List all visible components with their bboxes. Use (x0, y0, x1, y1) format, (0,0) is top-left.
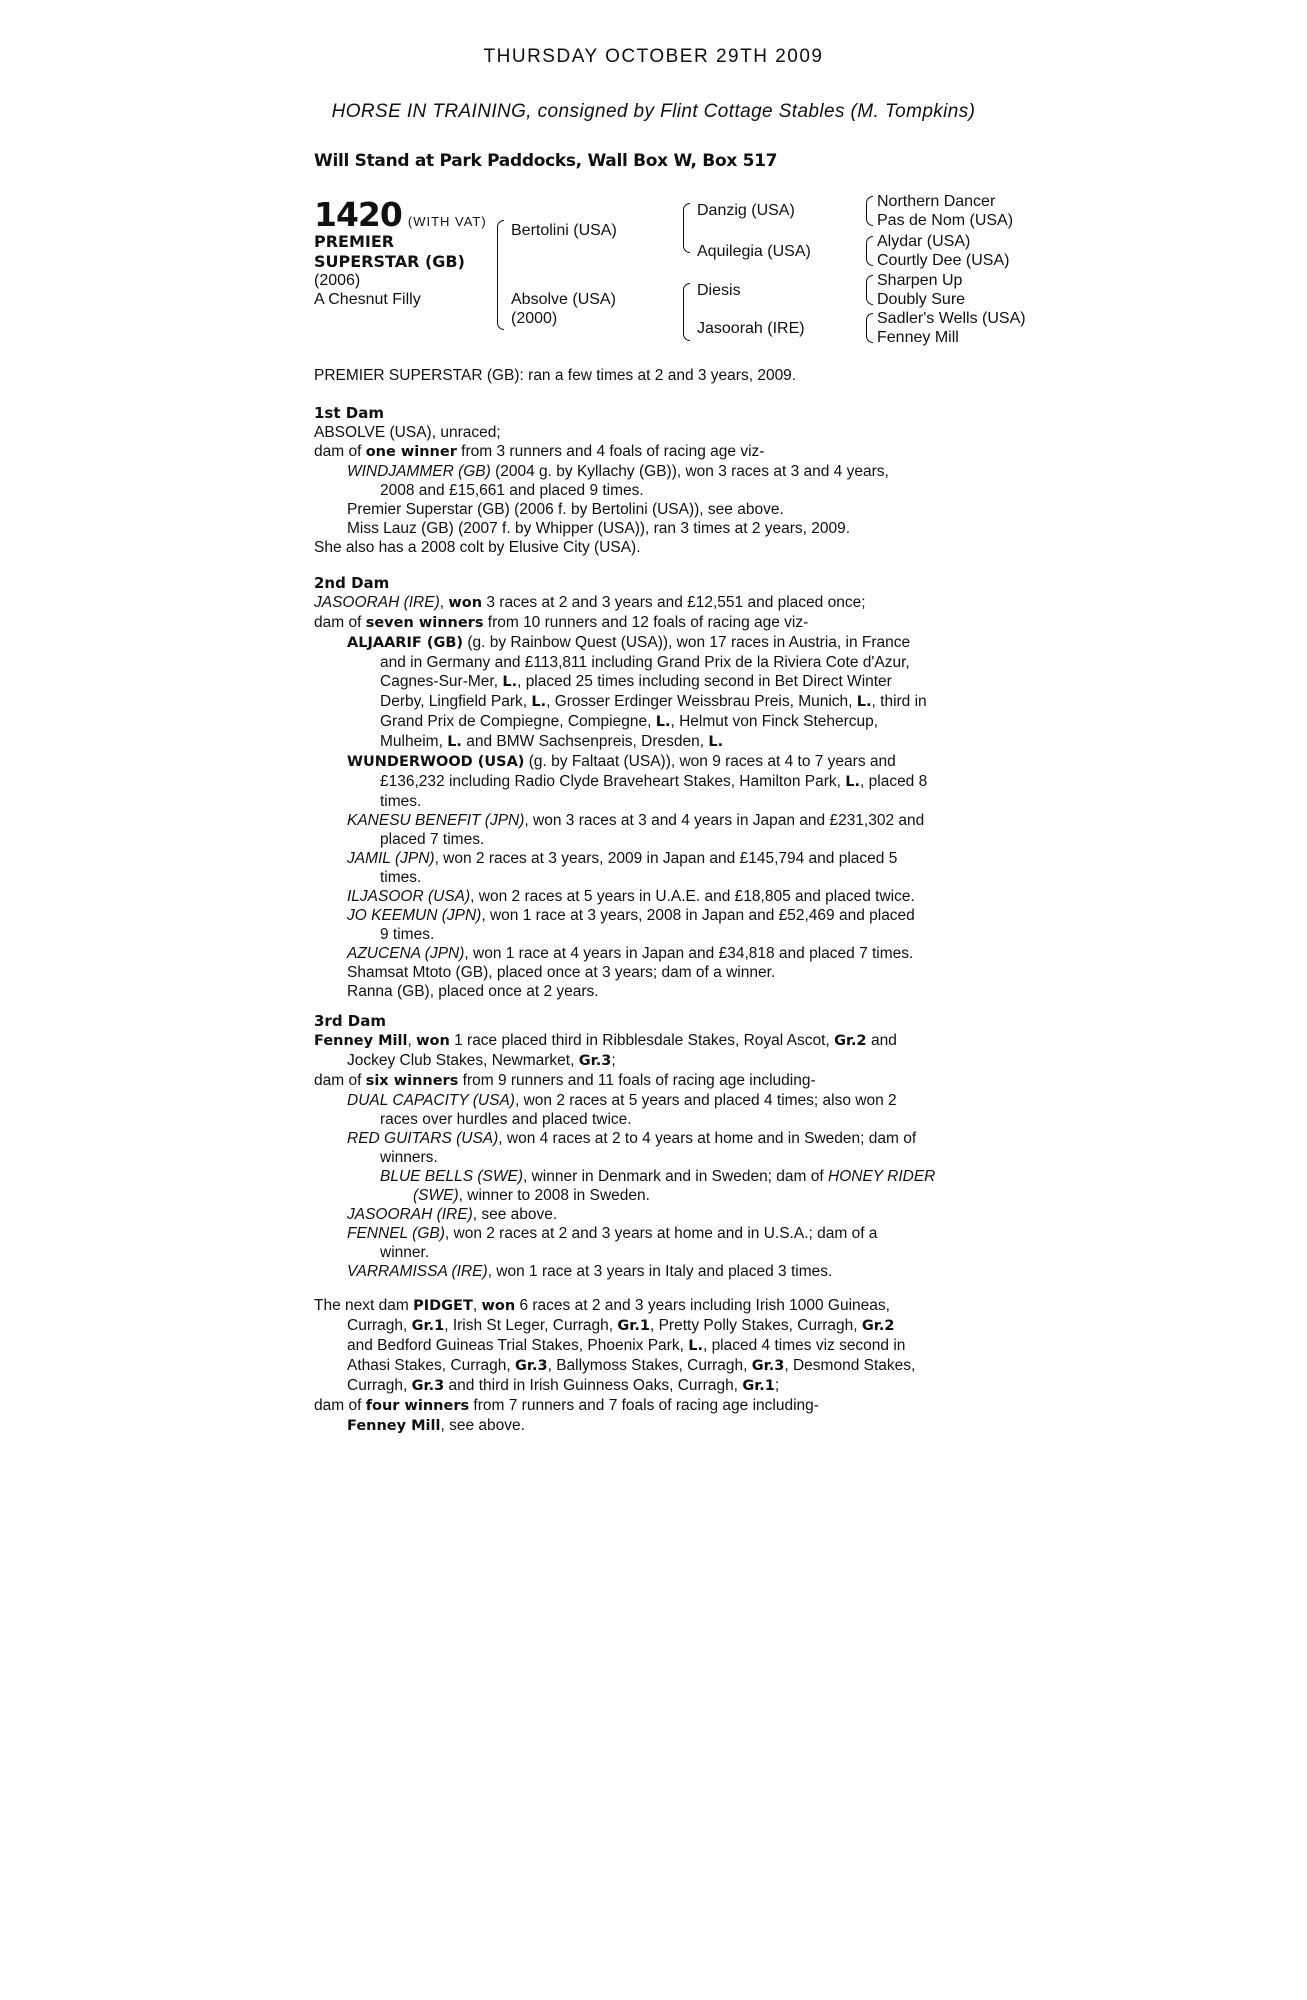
text-fragment: Derby, Lingfield Park, (380, 693, 532, 710)
pedigree-brace (866, 236, 873, 266)
text-line (314, 712, 994, 732)
section-title: 1st Dam (314, 404, 384, 422)
text-line (314, 442, 994, 462)
text-fragment: KANESU BENEFIT (JPN) (347, 812, 525, 829)
text-line: 2008 and £15,661 and placed 9 times. (380, 482, 644, 499)
text-fragment: dam of (314, 614, 366, 631)
text-fragment: BLUE BELLS (SWE) (380, 1168, 523, 1185)
text-fragment: WINDJAMMER (GB) (347, 463, 491, 480)
text-fragment: , see above. (472, 1206, 558, 1223)
text-fragment: , won 2 races at 2 and 3 years at home and in U.S.A.; dam of a (444, 1225, 878, 1242)
text-fragment: , Desmond Stakes, (784, 1357, 916, 1374)
text-fragment: dam of (314, 443, 366, 460)
text-fragment: Curragh, (347, 1317, 412, 1334)
produce-entry (314, 811, 994, 830)
produce-entry (314, 906, 994, 925)
text-fragment: L. (856, 694, 872, 710)
text-fragment: Gr.3 (411, 1378, 445, 1394)
text-fragment: , placed 25 times including second in Bet Direct Winter (517, 673, 892, 690)
text-fragment: L. (655, 714, 671, 730)
text-line (314, 1336, 994, 1356)
lot-number: 1420 (314, 195, 402, 234)
text-fragment: L. (688, 1338, 703, 1354)
text-line (314, 1186, 994, 1205)
text-fragment: , won 2 races at 5 years and placed 4 times; also won 2 (514, 1092, 897, 1109)
pedigree-brace (683, 283, 690, 341)
text-fragment: and (866, 1032, 897, 1049)
text-fragment: one winner (365, 444, 457, 460)
text-fragment: Mulheim, (380, 733, 448, 750)
pedigree-dam-dam: Jasoorah (IRE) (697, 320, 805, 337)
text-fragment: , winner to 2008 in Sweden. (458, 1187, 650, 1204)
pedigree-brace (497, 220, 504, 330)
section-title: 3rd Dam (314, 1012, 386, 1030)
text-fragment: , see above. (440, 1417, 525, 1434)
text-fragment: JO KEEMUN (JPN) (347, 907, 482, 924)
text-fragment: AZUCENA (JPN) (347, 945, 465, 962)
text-fragment: DUAL CAPACITY (USA) (347, 1092, 515, 1109)
text-line (314, 613, 994, 633)
text-fragment: dam of (314, 1072, 366, 1089)
text-fragment: VARRAMISSA (IRE) (347, 1263, 488, 1280)
text-fragment: Curragh, (347, 1377, 412, 1394)
text-fragment: HONEY RIDER (828, 1168, 936, 1185)
text-fragment: Grand Prix de Compiegne, Compiegne, (380, 713, 656, 730)
text-fragment: Cagnes-Sur-Mer, (380, 673, 503, 690)
text-fragment: , won 2 races at 3 years, 2009 in Japan and £145,794 and placed 5 (434, 850, 898, 867)
text-fragment: Gr.3 (751, 1358, 785, 1374)
text-line (314, 1316, 994, 1336)
pedigree-brace (683, 203, 690, 253)
text-fragment: , (439, 594, 449, 611)
text-fragment: Gr.1 (411, 1318, 445, 1334)
text-fragment: four winners (365, 1398, 470, 1414)
horse-description: A Chesnut Filly (314, 291, 421, 308)
text-line: times. (380, 869, 422, 886)
third-dam-section (314, 1012, 994, 1281)
produce-entry (314, 1205, 994, 1224)
text-fragment: , placed 8 (860, 773, 928, 790)
pedigree-g3-8: Fenney Mill (877, 329, 959, 346)
text-line: and in Germany and £113,811 including Grand Prix de la Riviera Cote d'Azur, (380, 654, 910, 671)
text-fragment: dam of (314, 1397, 366, 1414)
first-dam-section (314, 404, 994, 557)
text-fragment: Athasi Stakes, Curragh, (347, 1357, 515, 1374)
pedigree-sire-sire: Danzig (USA) (697, 202, 795, 219)
pedigree-sire-dam: Aquilegia (USA) (697, 243, 811, 260)
text-fragment: from 9 runners and 11 foals of racing age including- (458, 1072, 816, 1089)
text-fragment: won (416, 1033, 450, 1049)
text-fragment: and third in Irish Guinness Oaks, Curragh, (444, 1377, 743, 1394)
text-fragment: WUNDERWOOD (USA) (347, 754, 525, 770)
text-fragment: won (481, 1298, 516, 1314)
pedigree-brace (866, 196, 873, 226)
horse-name-line: PREMIER (314, 232, 395, 251)
second-dam-section (314, 574, 994, 1001)
text-fragment: 3 races at 2 and 3 years and £12,551 and placed once; (482, 594, 866, 611)
produce-entry (314, 1091, 994, 1110)
text-line: 9 times. (380, 926, 435, 943)
text-fragment: Gr.3 (578, 1053, 612, 1069)
text-line (314, 692, 994, 712)
text-line (314, 1396, 994, 1416)
text-fragment: The next dam (314, 1297, 414, 1314)
pedigree-g3-7: Sadler's Wells (USA) (877, 310, 1026, 327)
text-fragment: 6 races at 2 and 3 years including Irish 1000 Guineas, (515, 1297, 890, 1314)
race-summary: PREMIER SUPERSTAR (GB): ran a few times at 2 and 3 years, 2009. (314, 367, 797, 384)
text-fragment: Fenney Mill (314, 1033, 408, 1049)
text-line (314, 672, 994, 692)
produce-entry: Ranna (GB), placed once at 2 years. (347, 983, 599, 1000)
text-fragment: , Helmut von Finck Stehercup, (670, 713, 879, 730)
text-line (314, 1051, 994, 1071)
text-line: ABSOLVE (USA), unraced; (314, 424, 501, 441)
text-fragment: from 10 runners and 12 foals of racing age viz- (483, 614, 809, 631)
lot-heading (314, 195, 487, 234)
pedigree-g3-3: Alydar (USA) (877, 233, 971, 250)
produce-entry (314, 462, 994, 481)
next-dam-section (314, 1296, 994, 1436)
text-fragment: , won 1 race at 4 years in Japan and £34,818 and placed 7 times. (464, 945, 914, 962)
text-fragment: L. (502, 674, 518, 690)
text-fragment: , placed 4 times viz second in (702, 1337, 906, 1354)
text-fragment: , Grosser Erdinger Weissbrau Preis, Munich, (546, 693, 857, 710)
text-fragment: (SWE) (413, 1187, 459, 1204)
text-fragment: (g. by Rainbow Quest (USA)), won 17 races in Austria, in France (463, 634, 911, 651)
text-fragment: Fenney Mill (347, 1418, 441, 1434)
text-line (314, 1376, 994, 1396)
produce-entry (314, 944, 994, 963)
text-fragment: Jockey Club Stakes, Newmarket, (347, 1052, 579, 1069)
horse-name (314, 232, 494, 272)
produce-entry (314, 1167, 994, 1186)
text-fragment: , Ballymoss Stakes, Curragh, (547, 1357, 752, 1374)
text-fragment: , won 4 races at 2 to 4 years at home and in Sweden; dam of (498, 1130, 917, 1147)
text-line (314, 593, 994, 613)
text-line (314, 1296, 994, 1316)
text-fragment: JASOORAH (IRE) (314, 594, 440, 611)
text-fragment: six winners (365, 1073, 459, 1089)
vat-label: (WITH VAT) (407, 214, 487, 229)
text-fragment: seven winners (365, 615, 484, 631)
text-line (314, 1356, 994, 1376)
produce-entry (314, 633, 994, 653)
produce-entry (314, 1129, 994, 1148)
text-fragment: ILJASOOR (USA) (347, 888, 471, 905)
produce-entry (314, 1224, 994, 1243)
text-fragment: PIDGET (413, 1298, 473, 1314)
pedigree-dam-sire: Diesis (697, 282, 741, 299)
text-fragment: , Pretty Polly Stakes, Curragh, (649, 1317, 862, 1334)
produce-entry (314, 1416, 994, 1436)
text-fragment: FENNEL (GB) (347, 1225, 445, 1242)
text-fragment: ; (774, 1377, 780, 1394)
text-fragment: , winner in Denmark and in Sweden; dam of (523, 1168, 828, 1185)
pedigree-g3-2: Pas de Nom (USA) (877, 212, 1014, 229)
text-fragment: (2004 g. by Kyllachy (GB)), won 3 races at 3 and 4 years, (490, 463, 889, 480)
foaling-year: (2006) (314, 272, 361, 289)
text-line (314, 1031, 994, 1051)
text-fragment: JASOORAH (IRE) (347, 1206, 473, 1223)
text-fragment: , won 1 race at 3 years, 2008 in Japan and £52,469 and placed (481, 907, 915, 924)
pedigree-brace (866, 313, 873, 343)
text-line (314, 732, 994, 752)
text-fragment: , Irish St Leger, Curragh, (444, 1317, 618, 1334)
text-fragment: Gr.2 (834, 1033, 867, 1049)
produce-entry: Shamsat Mtoto (GB), placed once at 3 years; dam of a winner. (347, 964, 776, 981)
text-fragment: and BMW Sachsenpreis, Dresden, (461, 733, 709, 750)
pedigree-g3-6: Doubly Sure (877, 291, 966, 308)
pedigree-sire: Bertolini (USA) (511, 222, 617, 239)
text-fragment: , won 1 race at 3 years in Italy and placed 3 times. (487, 1263, 833, 1280)
text-line: times. (380, 793, 422, 810)
text-fragment: ; (611, 1052, 616, 1069)
horse-name-line: SUPERSTAR (GB) (314, 252, 465, 271)
text-fragment: L. (845, 774, 861, 790)
text-fragment: Gr.2 (861, 1318, 895, 1334)
produce-entry (314, 752, 994, 772)
produce-entry: Premier Superstar (GB) (2006 f. by Bertolini (USA)), see above. (347, 501, 784, 518)
text-line: She also has a 2008 colt by Elusive City (USA). (314, 539, 641, 556)
text-fragment: RED GUITARS (USA) (347, 1130, 499, 1147)
text-fragment: L. (447, 734, 462, 750)
text-fragment: , (407, 1032, 417, 1049)
text-line: winners. (380, 1149, 438, 1166)
pedigree-g3-1: Northern Dancer (877, 193, 996, 210)
text-fragment: from 7 runners and 7 foals of racing age including- (469, 1397, 819, 1414)
text-fragment: and Bedford Guineas Trial Stakes, Phoenix Park, (347, 1337, 689, 1354)
text-fragment: 1 race placed third in Ribblesdale Stakes, Royal Ascot, (449, 1032, 835, 1049)
text-line: placed 7 times. (380, 831, 485, 848)
text-fragment: JAMIL (JPN) (347, 850, 435, 867)
pedigree-brace (866, 275, 873, 305)
stand-location: Will Stand at Park Paddocks, Wall Box W, Box 517 (314, 151, 778, 171)
text-fragment: £136,232 including Radio Clyde Braveheart Stakes, Hamilton Park, (380, 773, 846, 790)
pedigree-dam: Absolve (USA) (511, 291, 616, 308)
produce-entry: Miss Lauz (GB) (2007 f. by Whipper (USA)), ran 3 times at 2 years, 2009. (347, 520, 851, 537)
text-fragment: , won 3 races at 3 and 4 years in Japan and £231,302 and (524, 812, 925, 829)
text-fragment: from 3 runners and 4 foals of racing age viz- (456, 443, 765, 460)
consignment-line: HORSE IN TRAINING, consigned by Flint Cottage Stables (M. Tompkins) (331, 101, 976, 122)
text-line: winner. (380, 1244, 430, 1261)
horse-details (314, 271, 421, 309)
pedigree-dam-year: (2000) (511, 310, 558, 327)
pedigree-g3-5: Sharpen Up (877, 272, 963, 289)
text-fragment: ALJAARIF (GB) (347, 635, 464, 651)
produce-entry (314, 887, 994, 906)
produce-entry (314, 1262, 994, 1281)
text-fragment: , won 2 races at 5 years in U.A.E. and £18,805 and placed twice. (470, 888, 915, 905)
pedigree-g3-4: Courtly Dee (USA) (877, 252, 1010, 269)
text-fragment: , (472, 1297, 482, 1314)
text-line: races over hurdles and placed twice. (380, 1111, 632, 1128)
sale-date: THURSDAY OCTOBER 29TH 2009 (483, 46, 824, 67)
text-line (314, 1071, 994, 1091)
produce-entry (314, 849, 994, 868)
text-fragment: L. (531, 694, 547, 710)
text-line (314, 772, 994, 792)
text-fragment: , third in (871, 693, 927, 710)
text-fragment: L. (708, 734, 724, 750)
text-fragment: Gr.1 (617, 1318, 650, 1334)
text-fragment: Gr.1 (742, 1378, 775, 1394)
text-fragment: Gr.3 (515, 1358, 548, 1374)
text-fragment: won (448, 595, 483, 611)
text-fragment: (g. by Faltaat (USA)), won 9 races at 4 to 7 years and (524, 753, 896, 770)
section-title: 2nd Dam (314, 574, 390, 592)
